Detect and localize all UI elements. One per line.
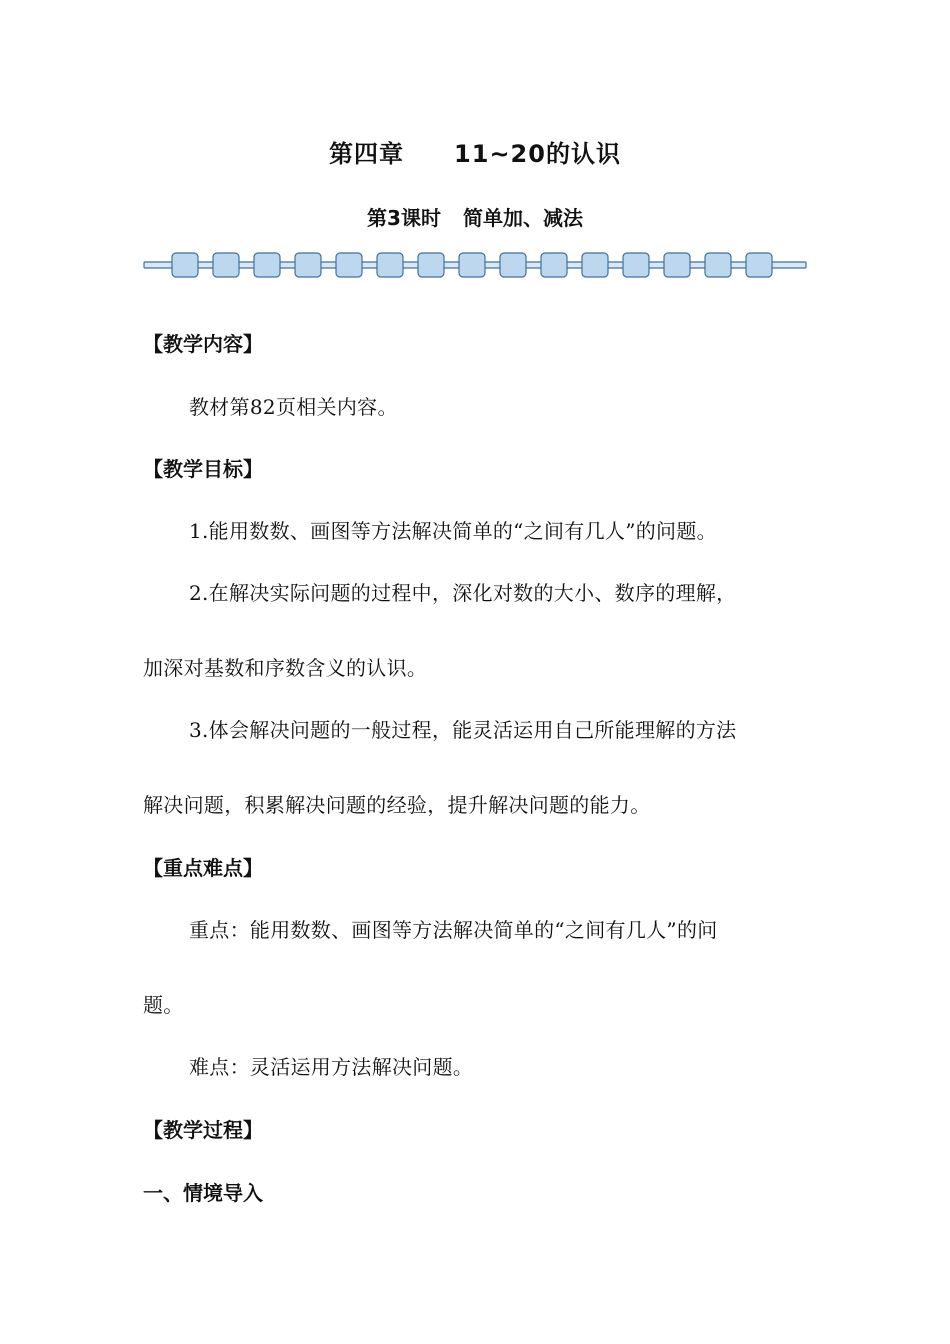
divider-bead: [746, 253, 772, 277]
goal-item-3-line-2: 解决问题，积累解决问题的经验，提升解决问题的能力。: [143, 793, 651, 817]
divider-bead: [500, 253, 526, 277]
lesson-number: 第3课时: [367, 206, 441, 230]
content-text: 教材第82页相关内容。: [189, 395, 398, 419]
divider-bead: [541, 253, 567, 277]
section-heading-keypoints: 【重点难点】: [143, 856, 263, 880]
divider-bead: [418, 253, 444, 277]
divider-bead: [295, 253, 321, 277]
divider-bead: [336, 253, 362, 277]
key-point-line-2: 题。: [143, 993, 184, 1017]
chapter-topic: 11~20的认识: [454, 140, 621, 168]
goal-item-1: 1.能用数数、画图等方法解决简单的“之间有几人”的问题。: [189, 519, 717, 543]
section-heading-content: 【教学内容】: [143, 332, 263, 356]
divider-bead: [623, 253, 649, 277]
goal-item-2-line-2: 加深对基数和序数含义的认识。: [143, 656, 428, 680]
divider-bead: [213, 253, 239, 277]
bead-divider: [143, 252, 807, 278]
divider-bead: [172, 253, 198, 277]
section-heading-goals: 【教学目标】: [143, 457, 263, 481]
chapter-title: [0, 134, 950, 169]
divider-bead: [254, 253, 280, 277]
divider-beads: [172, 253, 772, 277]
chapter-number: 第四章: [329, 140, 405, 168]
section-heading-process: 【教学过程】: [143, 1118, 263, 1142]
lesson-title: [0, 202, 950, 231]
divider-bead: [705, 253, 731, 277]
key-point-line-1: 重点：能用数数、画图等方法解决简单的“之间有几人”的问: [189, 918, 718, 942]
lesson-topic: 简单加、减法: [462, 206, 583, 230]
divider-bead: [582, 253, 608, 277]
divider-bead: [459, 253, 485, 277]
divider-bead: [377, 253, 403, 277]
process-step-1: 一、情境导入: [143, 1181, 263, 1205]
divider-bead: [664, 253, 690, 277]
goal-item-3-line-1: 3.体会解决问题的一般过程，能灵活运用自己所能理解的方法: [189, 718, 737, 742]
difficulty-point: 难点：灵活运用方法解决问题。: [189, 1055, 474, 1079]
goal-item-2-line-1: 2.在解决实际问题的过程中，深化对数的大小、数序的理解，: [189, 581, 737, 605]
